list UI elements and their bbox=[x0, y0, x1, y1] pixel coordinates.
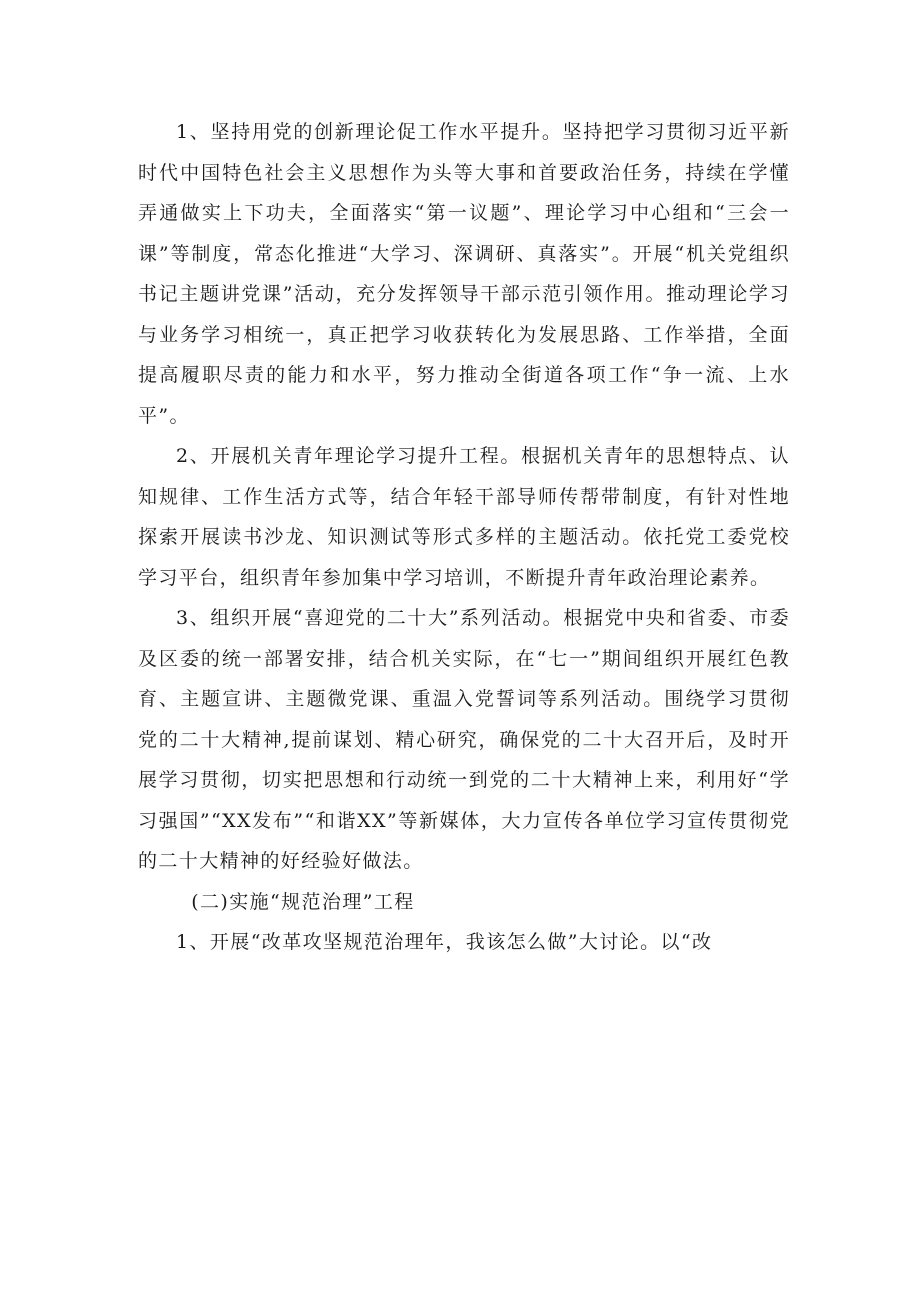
section-heading: (二)实施“规范治理”工程 bbox=[191, 890, 415, 913]
paragraph-reform-discussion: 1、开展“改革攻坚规范治理年，我该怎么做”大讨论。以“改 bbox=[176, 931, 713, 953]
paragraph-congress-activities: 3、组织开展“喜迎党的二十大”系列活动。根据党中央和省委、市委及区委的统一部署安排，结合机关实际，在“七一”期间组织开展红色教育、主题宣讲、主题微党课、重温入党誓词等系列活动。围绕学习贯彻党的二十大精神,提前谋划、精心研究，确保党的二十大召开后，及时开展学习贯彻，切实把思想和行动统一到党的二十大精神上来，利用好“学习强国”“XX发布”“和谐XX”等新媒体，大力宣传各单位学习宣传贯彻党的二十大精神的好经验好做法。 bbox=[138, 607, 790, 872]
paragraph-theory-innovation: 1、坚持用党的创新理论促工作水平提升。坚持把学习贯彻习近平新时代中国特色社会主义思想作为头等大事和首要政治任务，持续在学懂弄通做实上下功夫，全面落实“第一议题”、理论学习中心组和“三会一课”等制度，常态化推进“大学习、深调研、真落实”。开展“机关党组织书记主题讲党课”活动，充分发挥领导干部示范引领作用。推动理论学习与业务学习相统一，真正把学习收获转化为发展思路、工作举措，全面提高履职尽责的能力和水平，努力推动全街道各项工作“争一流、上水平”。 bbox=[138, 121, 790, 427]
document-body bbox=[138, 112, 790, 963]
paragraph-youth-study: 2、开展机关青年理论学习提升工程。根据机关青年的思想特点、认知规律、工作生活方式等，结合年轻干部导师传帮带制度，有针对性地探索开展读书沙龙、知识测试等形式多样的主题活动。依托党工委党校学习平台，组织青年参加集中学习培训，不断提升青年政治理论素养。 bbox=[138, 445, 790, 589]
